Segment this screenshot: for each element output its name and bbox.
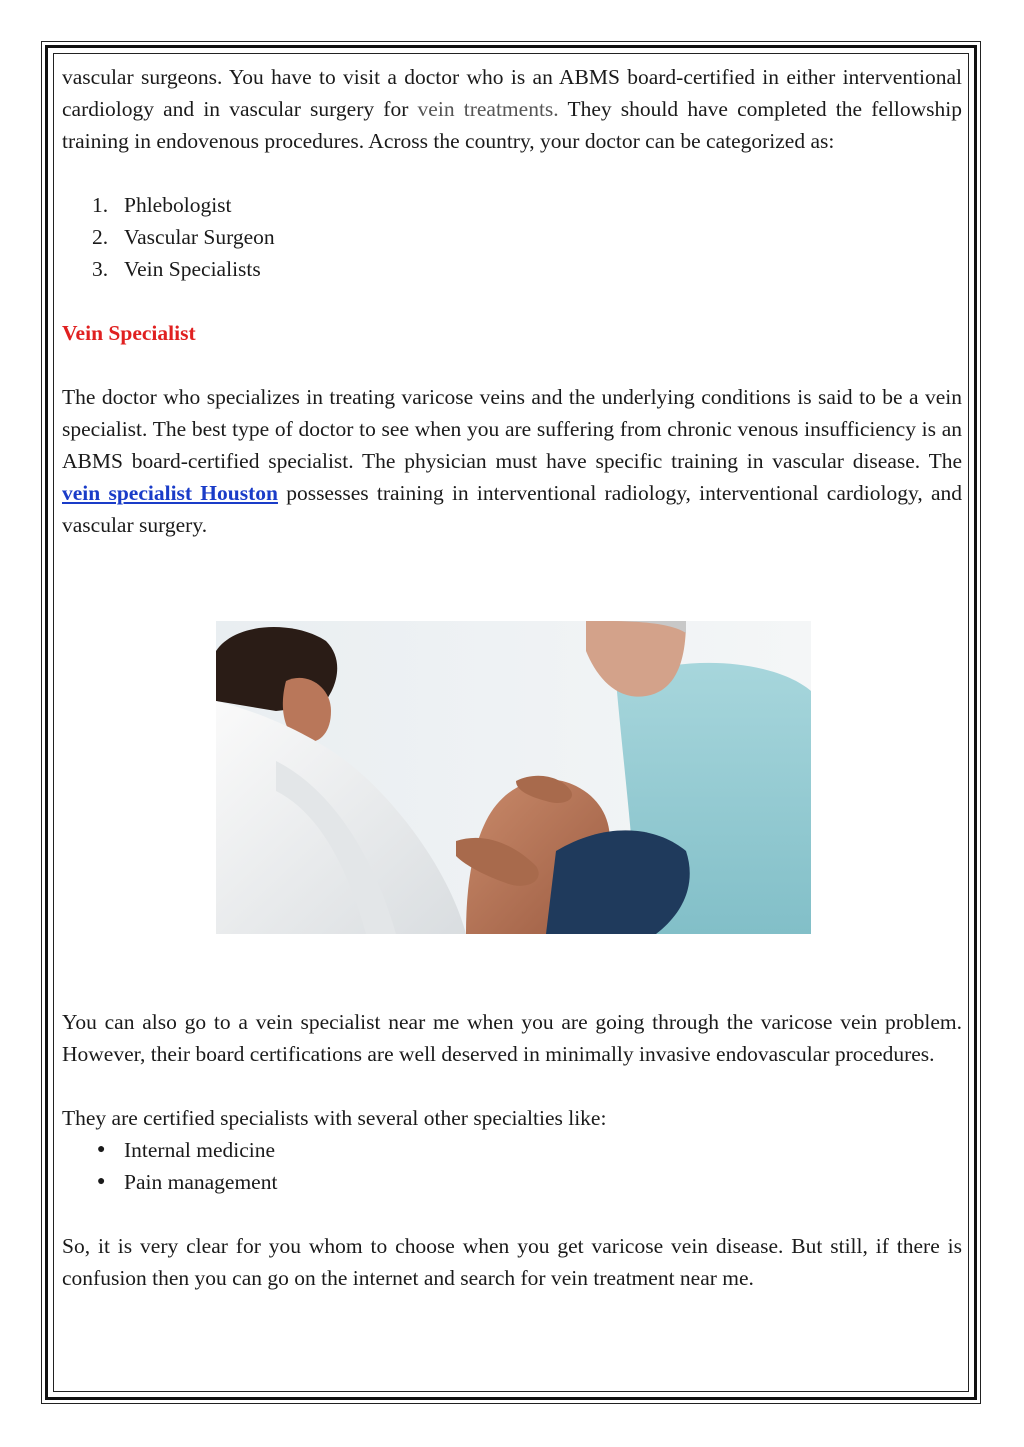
list-item [62, 1166, 962, 1198]
document-body [62, 61, 962, 1294]
list-number: 3. [92, 257, 109, 281]
intro-text-continued: They should have completed the fellowship training in endovenous procedures. Across the country, your doctor can be categorized as: [62, 97, 963, 153]
list-item-text: Phlebologist [124, 193, 232, 217]
list-item-text: Vascular Surgeon [124, 225, 275, 249]
specialist-text-continued: possesses training in interventional radiology, interventional cardiology, and vascular surgery. [62, 481, 962, 537]
list-item-text: Internal medicine [124, 1138, 276, 1162]
bullet-icon: ● [97, 1174, 106, 1189]
list-item [62, 253, 962, 285]
specialties-list [62, 1134, 962, 1198]
specialist-text: The doctor who specializes in treating varicose veins and the underlying conditions is said to be a vein specialist. The best type of doctor to see when you are suffering from chronic venous insufficiency is an ABMS board-certified specialist. The physician must have specific training in vascular disease. The [62, 385, 962, 473]
list-item-text: Vein Specialists [124, 257, 261, 281]
list-item-text: Pain management [124, 1170, 278, 1194]
section-heading: Vein Specialist [62, 321, 196, 345]
near-me-paragraph: You can also go to a vein specialist near me when you are going through the varicose vein problem. However, their board certifications are well deserved in minimally invasive endovascular procedures. [62, 1010, 962, 1066]
list-number: 2. [92, 225, 109, 249]
list-item [62, 189, 962, 221]
doctor-patient-photo [216, 621, 811, 934]
intro-paragraph [62, 61, 962, 157]
vein-specialist-houston-link[interactable]: vein specialist Houston [62, 481, 278, 505]
bullet-icon: ● [97, 1142, 106, 1157]
list-item [62, 221, 962, 253]
vein-treatments-text: vein treatments. [417, 97, 559, 121]
conclusion-paragraph: So, it is very clear for you whom to choose when you get varicose vein disease. But still, if there is confusion then you can go on the internet and search for vein treatment near me. [62, 1234, 962, 1290]
list-number: 1. [92, 193, 109, 217]
intro-text: vascular surgeons. You have to visit a doctor who is an ABMS board-certified in either interventional cardiology and in vascular surgery for [62, 65, 962, 121]
specialist-paragraph [62, 381, 962, 541]
certified-intro-paragraph: They are certified specialists with several other specialties like: [62, 1106, 607, 1130]
list-item [62, 1134, 962, 1166]
doctor-types-list [62, 189, 962, 285]
